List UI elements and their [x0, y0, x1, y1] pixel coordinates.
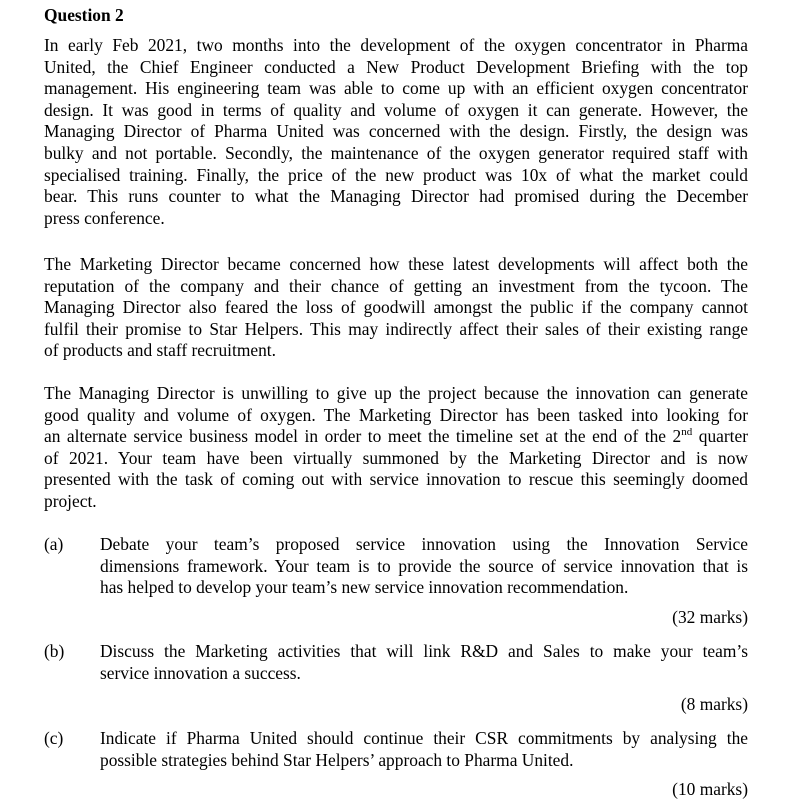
text-line-content: fulfil their promise to Star Helpers. This may indirectly affect their sales of their existing range — [44, 318, 748, 339]
text-line-content: good quality and volume of oxygen. The Marketing Director has been tasked into looking for — [44, 404, 748, 425]
text-line-content: Managing Director also feared the loss of goodwill amongst the public if the company cannot — [44, 297, 748, 318]
question-title: Question 2 — [44, 5, 124, 25]
text-line-tail: quarter — [692, 426, 748, 447]
text-line-content: The Managing Director is unwilling to give up the project because the innovation can generate — [44, 383, 748, 403]
text-line — [44, 165, 748, 187]
text-line-content: reputation of the company and their chance of getting an investment from the tycoon. The — [44, 275, 748, 296]
text-line — [100, 750, 748, 772]
text-line-content: an alternate service business model in order to meet the timeline set at the end of the 2 — [44, 426, 682, 447]
item-label: (b) — [44, 641, 65, 661]
text-line-content: Managing Director of Pharma United was concerned with the design. Firstly, the design was — [44, 121, 748, 142]
text-line — [44, 426, 748, 448]
text-line — [44, 405, 748, 427]
item-text — [100, 641, 748, 684]
text-line — [44, 100, 748, 122]
text-line — [100, 728, 748, 750]
text-line-content: specialised training. Finally, the price of the new product was 10x of what the market could — [44, 164, 748, 185]
text-line-content: bulky and not portable. Secondly, the maintenance of the oxygen generator required staff with — [44, 142, 748, 163]
text-line-content: design. It was good in terms of quality and volume of oxygen it can generate. However, the — [44, 99, 748, 120]
text-line-content: possible strategies behind Star Helpers’ approach to Pharma United. — [100, 749, 574, 770]
text-line — [44, 254, 748, 276]
text-line-content: press conference. — [44, 207, 165, 228]
text-line — [100, 534, 748, 556]
text-line — [44, 383, 748, 405]
text-line-content: presented with the task of coming out with service innovation to rescue this seemingly doomed — [44, 469, 748, 490]
text-line — [100, 663, 748, 685]
text-line-content: The Marketing Director became concerned how these latest developments will affect both the — [44, 254, 748, 274]
text-line-content: dimensions framework. Your team is to provide the source of service innovation that is — [100, 555, 748, 576]
text-line — [44, 297, 748, 319]
text-line — [44, 143, 748, 165]
text-line-content: Debate your team’s proposed service innovation using the Innovation Service — [100, 534, 748, 554]
text-line — [44, 491, 748, 513]
text-line — [100, 577, 748, 599]
text-line — [44, 186, 748, 208]
text-line — [44, 276, 748, 298]
marks: (32 marks) — [672, 607, 748, 627]
text-line — [44, 57, 748, 79]
text-line — [100, 641, 748, 663]
text-line — [44, 448, 748, 470]
text-line — [44, 319, 748, 341]
text-line-content: United, the Chief Engineer conducted a New Product Development Briefing with the top — [44, 56, 748, 77]
text-line-content: bear. This runs counter to what the Managing Director had promised during the December — [44, 186, 748, 207]
text-line-wrap — [44, 426, 748, 446]
marks: (8 marks) — [680, 694, 748, 714]
item-text — [100, 728, 748, 771]
superscript: nd — [681, 426, 693, 439]
paragraph-1 — [44, 35, 748, 229]
paragraph-2 — [44, 254, 748, 362]
text-line — [44, 78, 748, 100]
text-line — [44, 340, 748, 362]
text-line — [44, 208, 748, 230]
text-line-content: Discuss the Marketing activities that will link R&D and Sales to make your team’s — [100, 641, 748, 661]
text-line — [44, 469, 748, 491]
paragraph-3 — [44, 383, 748, 513]
text-line — [44, 35, 748, 57]
text-line-content: service innovation a success. — [100, 662, 301, 683]
item-text — [100, 534, 748, 599]
text-line-content: management. His engineering team was able to come up with an efficient oxygen concentrator — [44, 78, 748, 99]
text-line-content: of 2021. Your team have been virtually summoned by the Marketing Director and is now — [44, 447, 748, 468]
marks: (10 marks) — [672, 779, 748, 799]
text-line-content: Indicate if Pharma United should continue their CSR commitments by analysing the — [100, 728, 748, 748]
text-line — [100, 556, 748, 578]
text-line-content: In early Feb 2021, two months into the development of the oxygen concentrator in Pharma — [44, 35, 748, 55]
item-label: (a) — [44, 534, 64, 554]
text-line-content: has helped to develop your team’s new service innovation recommendation. — [100, 577, 629, 598]
text-line — [44, 121, 748, 143]
item-label: (c) — [44, 728, 64, 748]
text-line-content: of products and staff recruitment. — [44, 340, 276, 361]
text-line-content: project. — [44, 490, 97, 511]
